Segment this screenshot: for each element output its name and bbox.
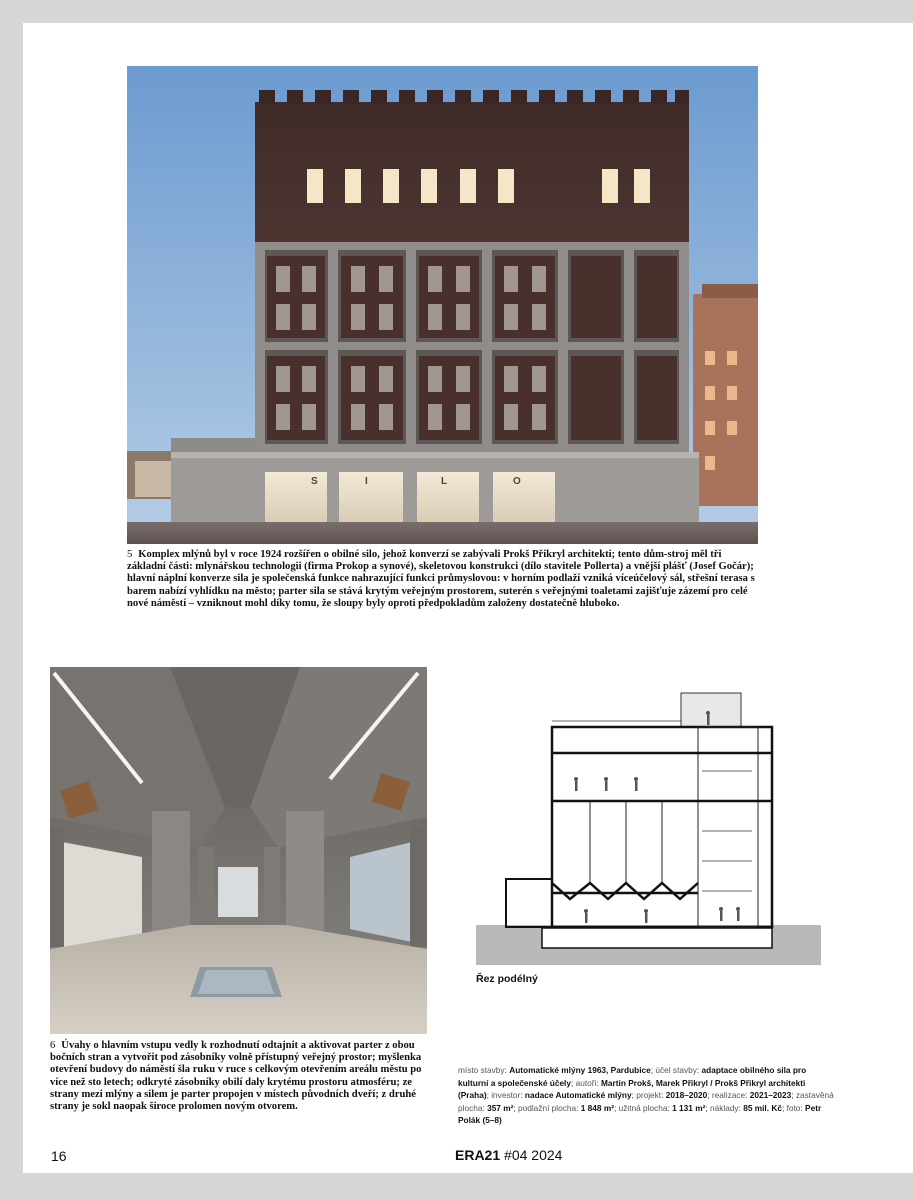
info-value: Automatické mlýny 1963, Pardubice [509, 1065, 651, 1075]
info-label: místo stavby [458, 1065, 505, 1075]
info-value: 2021–2023 [749, 1090, 792, 1101]
info-label: zastavěná plocha [458, 1090, 834, 1113]
info-label: realizace [711, 1090, 746, 1101]
project-info-block: místo stavby: Automatické mlýny 1963, Pardubice; účel stavby: adaptace obilného sila pro kulturní a společenské účely; autoři: Martin Prokš, Marek Přikryl / Prokš Přikryl architekti (Praha); investor: nadace Automatické mlýny; projekt: 2018–2020; realizace: 2021–2023; zastavěná plocha: 357 m²; podlažní plocha: 1 848 m²; užitná plocha: 1 131 m²; náklady: 85 mil. Kč; foto: Petr Polák (5–8) [458, 1065, 834, 1126]
silo-sign-letter: S [311, 476, 318, 487]
caption-text: Úvahy o hlavním vstupu vedly k rozhodnutí odtajnit a aktivovat parter z obou bočních stran a vytvořit pod zásobníky volně přístupný veřejný prostor; myšlenka otevření budovy do náměstí šla ruku v ruce s celkovým otevřením areálu městu po více než sto letech; odkryté zásobníky obilí daly krytému prostoru atmosféru; ze strany mezi mlýny a silem je parter propojen v místech původních dveří; z druhé strany je sokl naopak široce prolomen novým otvorem. [50, 1040, 422, 1113]
silo-exterior-photo [127, 66, 758, 544]
magazine-page [23, 23, 913, 1173]
magazine-brand: ERA21 [455, 1147, 501, 1163]
info-value: Martin Prokš, Marek Přikryl / Prokš Přikryl architekti (Praha) [458, 1077, 806, 1101]
silo-interior-photo [50, 667, 427, 1034]
magazine-issue: #04 2024 [504, 1147, 563, 1163]
info-value: 85 mil. Kč [743, 1102, 782, 1113]
caption-number: 6 [50, 1040, 56, 1051]
info-value: 1 131 m² [672, 1102, 706, 1113]
magazine-footer [455, 1147, 562, 1163]
silo-sign-letter: L [441, 476, 448, 487]
page-number: 16 [51, 1148, 67, 1164]
longitudinal-section-drawing [476, 683, 821, 965]
caption-number: 5 [127, 549, 133, 560]
caption-text: Komplex mlýnů byl v roce 1924 rozšířen o obilné silo, jehož konverzí se zabývali Prokš Přikryl architekti; tento dům-stroj měl tři základní části: mlynářskou technologii (firma Prokop a synové), skeletovou konstrukci (dílo stavitele Pollerta) a vnější plášť (Josef Gočár); hlavní náplní konverze sila je společenská funkce nahrazující funkci průmyslovou: v horním podlaží vzniká víceúčelový sál, střešní terasa s barem nabízí vyhlídku na město; parter sila se stává krytým veřejným prostorem, suterén s veřejnými toaletami zajišťuje zázemí pro celé nové náměstí – vzniknout mohl díky tomu, že sloupy byly oproti předpokladům založeny dostatečně hluboko. [127, 549, 755, 609]
silo-sign-letter: O [513, 476, 521, 487]
info-value: 1 848 m² [580, 1102, 614, 1113]
info-value: Petr Polák (5–8) [458, 1102, 822, 1126]
info-label: foto [786, 1102, 801, 1113]
info-label: účel stavby [655, 1065, 697, 1075]
info-value: nadace Automatické mlýny [524, 1090, 632, 1101]
silo-sign-letter: I [365, 476, 368, 487]
photo-6-caption [50, 1040, 430, 1113]
photo-5-caption [127, 549, 759, 610]
info-label: investor [491, 1090, 521, 1101]
info-label: podlažní plocha [518, 1102, 577, 1113]
info-label: náklady [709, 1102, 739, 1113]
info-value: 357 m² [487, 1102, 514, 1113]
section-drawing-title: Řez podélný [476, 973, 538, 985]
info-value: adaptace obilného sila pro kulturní a společenské účely [458, 1065, 807, 1088]
info-label: užitná plocha [618, 1102, 668, 1113]
info-value: 2018–2020 [665, 1090, 708, 1101]
info-label: projekt [636, 1090, 662, 1101]
info-label: autoři [575, 1077, 597, 1088]
